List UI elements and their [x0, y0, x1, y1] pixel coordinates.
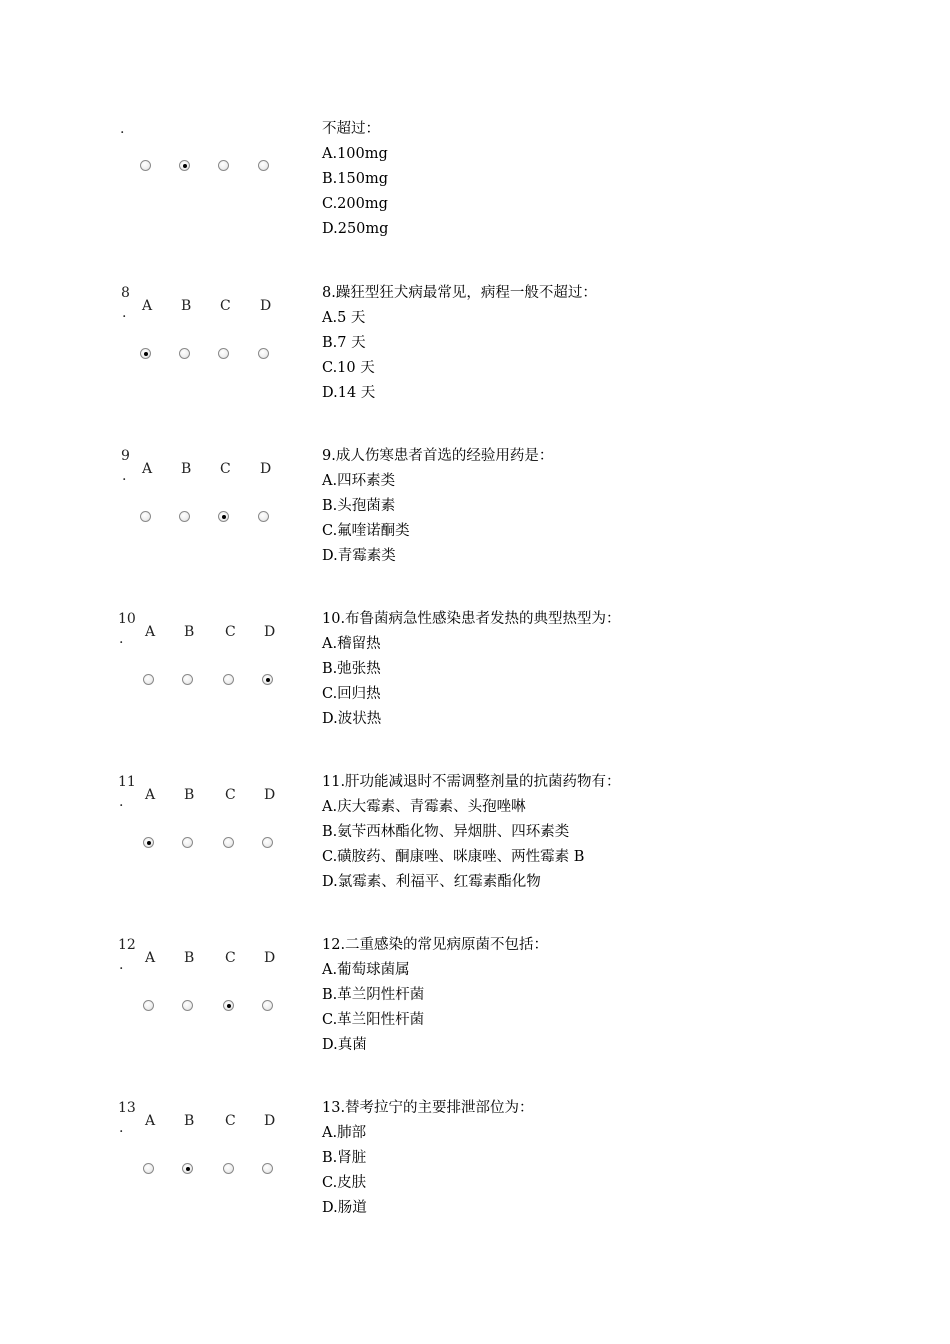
answer-option-b: B.肾脏	[322, 1150, 367, 1166]
option-letter-a: A	[145, 950, 156, 966]
answer-option-d: D.青霉素类	[322, 548, 396, 564]
option-letter-c: C	[225, 950, 236, 966]
option-letter-a: A	[145, 1113, 156, 1129]
radio-option-b[interactable]	[179, 348, 190, 359]
option-letter-c: C	[225, 787, 236, 803]
question-number: 9	[121, 448, 130, 464]
option-letter-c: C	[225, 1113, 236, 1129]
question-stem: 10.布鲁菌病急性感染患者发热的典型热型为：	[322, 611, 621, 627]
question-number: 10	[118, 611, 136, 627]
question-stem: 不超过：	[322, 121, 380, 137]
answer-option-a: A.葡萄球菌属	[322, 962, 410, 978]
radio-option-a[interactable]	[140, 160, 151, 171]
answer-option-d: D.肠道	[322, 1200, 367, 1216]
radio-option-d[interactable]	[258, 348, 269, 359]
option-letter-d: D	[264, 1113, 276, 1129]
answer-option-c: C.革兰阳性杆菌	[322, 1012, 425, 1028]
question-number: 8	[121, 285, 130, 301]
option-letter-a: A	[145, 624, 156, 640]
answer-option-b: B.氨苄西林酯化物、异烟肼、四环素类	[322, 824, 570, 840]
option-letter-c: C	[225, 624, 236, 640]
question-number-dot: .	[119, 1120, 124, 1136]
question-number-dot: .	[120, 121, 125, 137]
answer-option-b: B.150mg	[322, 171, 388, 187]
answer-option-a: A.100mg	[322, 146, 388, 162]
question-number: 11	[118, 774, 136, 790]
option-letter-b: B	[181, 298, 192, 314]
option-letter-b: B	[184, 624, 195, 640]
question-number: 13	[118, 1100, 136, 1116]
radio-option-c[interactable]	[223, 1000, 234, 1011]
radio-option-a[interactable]	[140, 348, 151, 359]
radio-option-b[interactable]	[179, 160, 190, 171]
question-text	[322, 281, 597, 406]
radio-option-c[interactable]	[223, 837, 234, 848]
radio-option-d[interactable]	[262, 674, 273, 685]
radio-option-a[interactable]	[143, 674, 154, 685]
answer-option-d: D.14 天	[322, 385, 376, 401]
radio-option-c[interactable]	[218, 160, 229, 171]
answer-option-a: A.庆大霉素、青霉素、头孢唑啉	[322, 799, 526, 815]
option-letter-c: C	[220, 298, 231, 314]
question-number-dot: .	[119, 957, 124, 973]
radio-option-b[interactable]	[182, 674, 193, 685]
answer-option-c: C.皮肤	[322, 1175, 367, 1191]
question-stem: 12.二重感染的常见病原菌不包括：	[322, 937, 549, 953]
radio-option-c[interactable]	[223, 674, 234, 685]
option-letter-a: A	[145, 787, 156, 803]
radio-option-b[interactable]	[179, 511, 190, 522]
answer-option-d: D.波状热	[322, 711, 382, 727]
answer-option-d: D.250mg	[322, 221, 389, 237]
answer-option-c: C.10 天	[322, 360, 375, 376]
answer-option-c: C.磺胺药、酮康唑、咪康唑、两性霉素 B	[322, 849, 585, 865]
radio-option-b[interactable]	[182, 1000, 193, 1011]
option-letter-b: B	[184, 1113, 195, 1129]
answer-option-a: A.5 天	[322, 310, 366, 326]
option-letter-b: B	[184, 950, 195, 966]
radio-option-b[interactable]	[182, 837, 193, 848]
answer-option-c: C.回归热	[322, 686, 381, 702]
radio-option-c[interactable]	[218, 511, 229, 522]
answer-option-c: C.200mg	[322, 196, 388, 212]
question-stem: 9.成人伤寒患者首选的经验用药是：	[322, 448, 554, 464]
radio-option-c[interactable]	[223, 1163, 234, 1174]
question-number-dot: .	[122, 305, 127, 321]
radio-option-c[interactable]	[218, 348, 229, 359]
answer-option-a: A.肺部	[322, 1125, 367, 1141]
option-letter-d: D	[260, 461, 272, 477]
question-text	[322, 117, 388, 242]
answer-option-b: B.头孢菌素	[322, 498, 396, 514]
question-number-dot: .	[122, 468, 127, 484]
option-letter-d: D	[260, 298, 272, 314]
radio-option-d[interactable]	[258, 160, 269, 171]
option-letter-d: D	[264, 787, 276, 803]
answer-option-b: B.革兰阴性杆菌	[322, 987, 425, 1003]
radio-option-d[interactable]	[258, 511, 269, 522]
radio-option-d[interactable]	[262, 1000, 273, 1011]
question-number-dot: .	[119, 794, 124, 810]
option-letter-b: B	[184, 787, 195, 803]
option-letter-d: D	[264, 950, 276, 966]
question-number-dot: .	[119, 631, 124, 647]
question-text	[322, 1096, 534, 1221]
radio-option-d[interactable]	[262, 1163, 273, 1174]
answer-option-b: B.7 天	[322, 335, 366, 351]
radio-option-a[interactable]	[143, 1163, 154, 1174]
question-text	[322, 770, 621, 895]
option-letter-b: B	[181, 461, 192, 477]
radio-option-d[interactable]	[262, 837, 273, 848]
answer-option-b: B.弛张热	[322, 661, 381, 677]
radio-option-a[interactable]	[143, 837, 154, 848]
answer-option-d: D.氯霉素、利福平、红霉素酯化物	[322, 874, 541, 890]
option-letter-a: A	[142, 461, 153, 477]
question-stem: 11.肝功能减退时不需调整剂量的抗菌药物有：	[322, 774, 621, 790]
question-stem: 8.躁狂型狂犬病最常见，病程一般不超过：	[322, 285, 597, 301]
option-letter-d: D	[264, 624, 276, 640]
option-letter-a: A	[142, 298, 153, 314]
question-text	[322, 607, 621, 732]
radio-option-a[interactable]	[140, 511, 151, 522]
answer-option-c: C.氟喹诺酮类	[322, 523, 410, 539]
question-stem: 13.替考拉宁的主要排泄部位为：	[322, 1100, 534, 1116]
radio-option-b[interactable]	[182, 1163, 193, 1174]
answer-option-a: A.四环素类	[322, 473, 396, 489]
question-number: 12	[118, 937, 136, 953]
answer-option-a: A.稽留热	[322, 636, 381, 652]
option-letter-c: C	[220, 461, 231, 477]
question-text	[322, 933, 548, 1058]
radio-option-a[interactable]	[143, 1000, 154, 1011]
answer-option-d: D.真菌	[322, 1037, 367, 1053]
question-text	[322, 444, 553, 569]
